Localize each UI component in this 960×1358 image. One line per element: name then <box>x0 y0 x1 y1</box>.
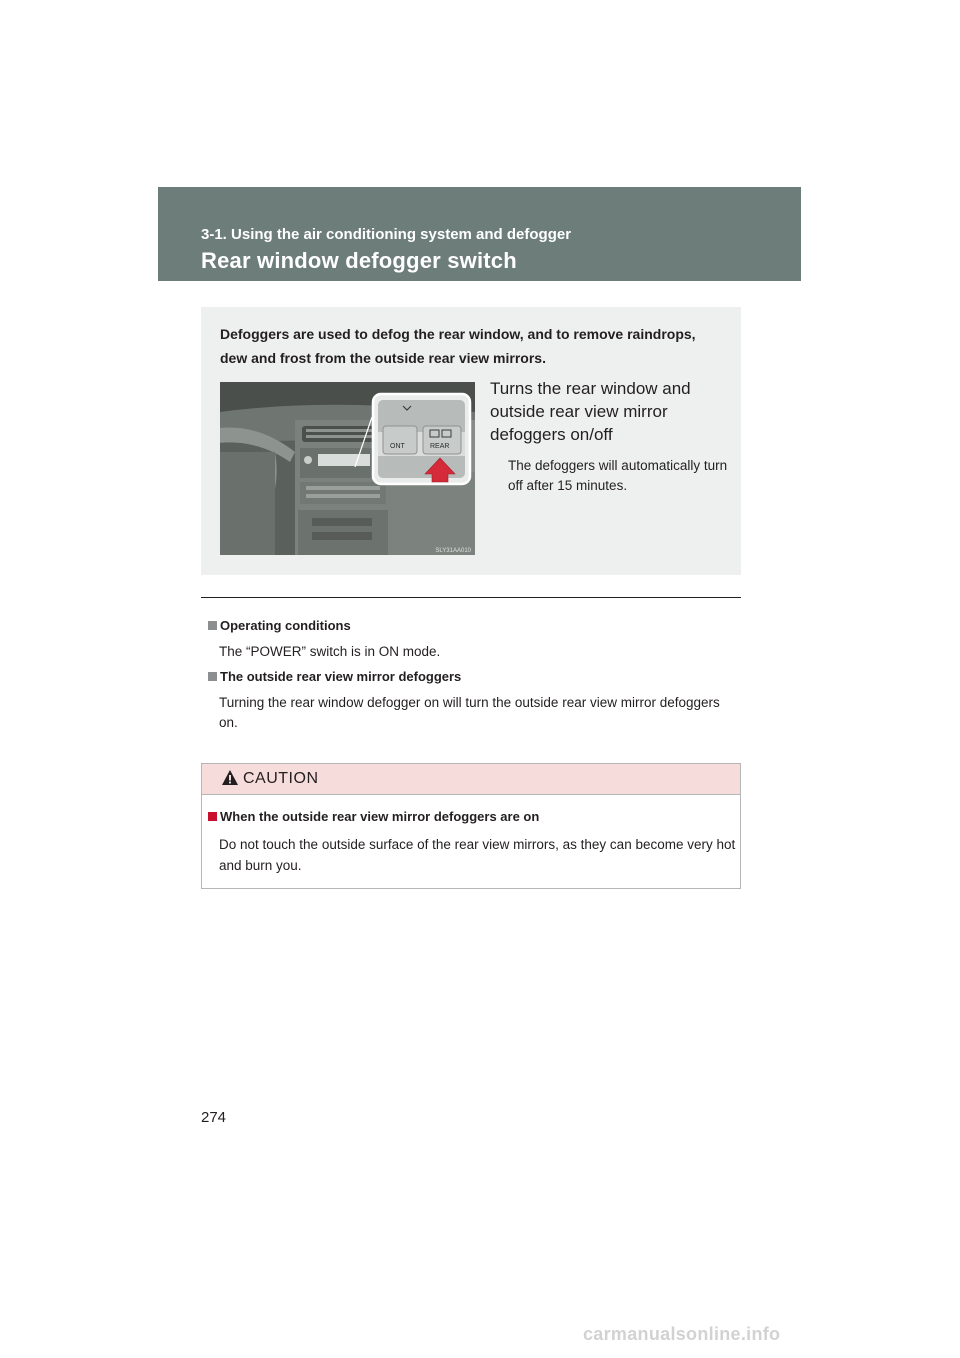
note-text-operating: The “POWER” switch is in ON mode. <box>219 644 441 659</box>
section-header <box>158 187 801 281</box>
footer-watermark: carmanualsonline.info <box>583 1324 781 1344</box>
intro-lead: Defoggers are used to defog the rear window, and to remove raindrops, dew and frost from the outside rear view mirrors. <box>220 326 696 366</box>
section-divider <box>201 597 741 598</box>
warning-triangle-icon <box>221 769 239 786</box>
gray-square-icon <box>208 621 217 630</box>
note-heading-text: The outside rear view mirror defoggers <box>220 669 462 684</box>
note-text-mirror: Turning the rear window defogger on will turn the outside rear view mirror defoggers on. <box>219 695 720 730</box>
photo-code: SLY31AA010 <box>435 548 471 554</box>
caution-heading <box>208 809 733 824</box>
callout-heading: Turns the rear window and outside rear view mirror defoggers on/off <box>490 379 691 444</box>
switch-label-front: ONT <box>390 443 405 450</box>
caution-text: Do not touch the outside surface of the rear view mirrors, as they can become very hot and burn you. <box>219 837 736 873</box>
callout-note: The defoggers will automatically turn off after 15 minutes. <box>508 458 728 493</box>
dashboard-illustration <box>220 382 475 555</box>
caution-box <box>201 763 741 889</box>
caution-bar <box>202 764 740 795</box>
page-title: Rear window defogger switch <box>201 248 517 273</box>
section-title: 3-1. Using the air conditioning system and defogger <box>201 226 572 243</box>
switch-label-rear: REAR <box>430 443 450 450</box>
gray-square-icon <box>208 672 217 681</box>
dashboard-photo <box>220 382 475 555</box>
intro-box <box>201 307 741 575</box>
caution-heading-text: When the outside rear view mirror defoggers are on <box>220 809 540 824</box>
note-heading-operating <box>208 618 738 633</box>
caution-label: CAUTION <box>243 770 319 787</box>
page-number: 274 <box>201 1109 227 1126</box>
note-heading-mirror <box>208 669 738 684</box>
note-heading-text: Operating conditions <box>220 618 351 633</box>
red-square-icon <box>208 812 217 821</box>
